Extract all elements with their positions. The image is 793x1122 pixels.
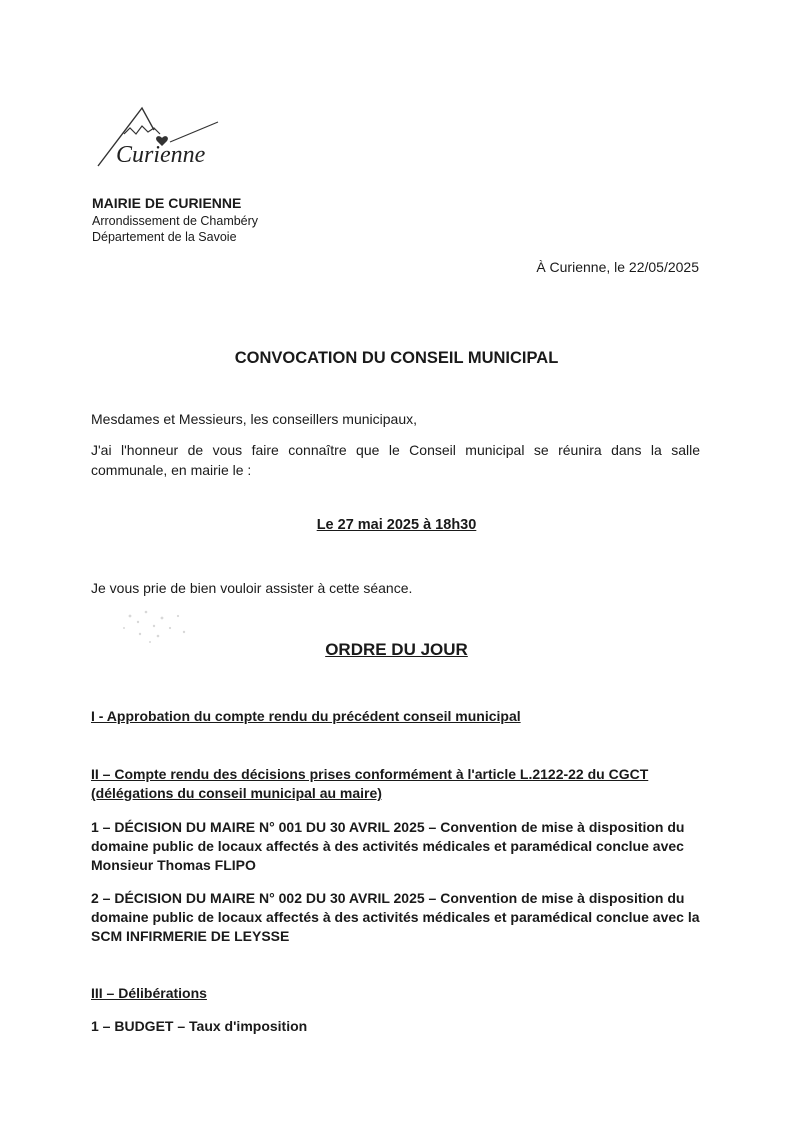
agenda-item-decision-002: 2 – DÉCISION DU MAIRE N° 002 DU 30 AVRIL 2025 – Convention de mise à disposition du domaine public de locaux affectés à des activités médicales et paramédical conclue avec la SCM INFIRMERIE DE LEYSSE xyxy=(91,890,700,944)
mairie-block xyxy=(92,195,258,245)
date-line: À Curienne, le 22/05/2025 xyxy=(536,259,699,275)
logo-text: Curienne xyxy=(116,142,206,168)
agenda-title: ORDRE DU JOUR xyxy=(325,640,468,659)
section-2-heading: II – Compte rendu des décisions prises conformément à l'article L.2122-22 du CGCT (délégations du conseil municipal au maire) xyxy=(91,766,649,801)
request-paragraph: Je vous prie de bien vouloir assister à cette séance. xyxy=(91,580,413,596)
arrondissement: Arrondissement de Chambéry xyxy=(92,214,259,228)
mountain-heart-logo-icon xyxy=(92,104,222,174)
intro-paragraph: J'ai l'honneur de vous faire connaître que le Conseil municipal se réunira dans la salle communale, en mairie le : xyxy=(91,442,700,478)
mairie-name: MAIRIE DE CURIENNE xyxy=(92,195,242,211)
agenda-item-decision-001: 1 – DÉCISION DU MAIRE N° 001 DU 30 AVRIL 2025 – Convention de mise à disposition du domaine public de locaux affectés à des activités médicales et paramédical conclue avec Monsieur Thomas FLIPO xyxy=(91,819,685,873)
meeting-date: Le 27 mai 2025 à 18h30 xyxy=(316,517,477,533)
section-1-heading: I - Approbation du compte rendu du précédent conseil municipal xyxy=(91,708,521,724)
salutation: Mesdames et Messieurs, les conseillers municipaux, xyxy=(91,411,418,427)
departement: Département de la Savoie xyxy=(92,230,237,244)
agenda-item-budget: 1 – BUDGET – Taux d'imposition xyxy=(91,1018,308,1034)
page-title: CONVOCATION DU CONSEIL MUNICIPAL xyxy=(234,349,559,367)
section-3-heading: III – Délibérations xyxy=(91,985,207,1001)
curienne-logo xyxy=(92,104,222,174)
